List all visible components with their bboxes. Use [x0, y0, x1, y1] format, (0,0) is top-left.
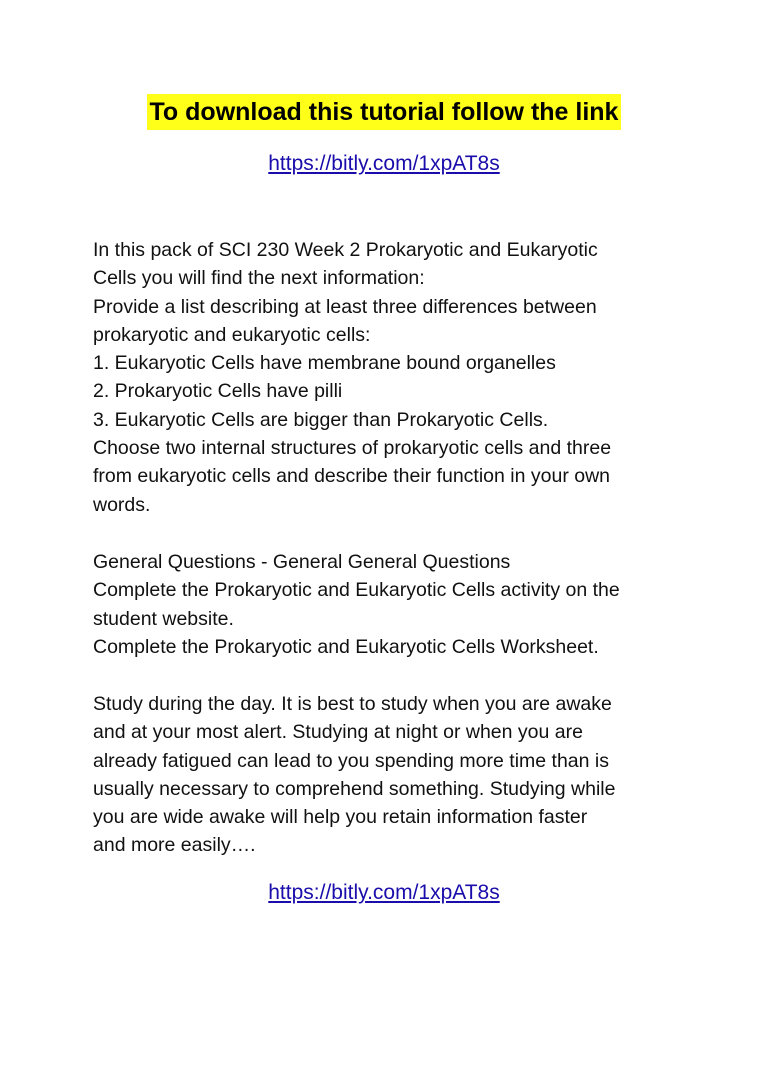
- download-link-top[interactable]: https://bitly.com/1xpAT8s: [268, 152, 500, 175]
- text-line: Complete the Prokaryotic and Eukaryotic Cells Worksheet.: [93, 635, 599, 658]
- text-line: Complete the Prokaryotic and Eukaryotic Cells activity on the: [93, 579, 620, 602]
- text-line: already fatigued can lead to you spending more time than is: [93, 749, 609, 772]
- title-block: [0, 94, 768, 130]
- text-line: and at your most alert. Studying at night or when you are: [93, 721, 583, 744]
- text-line: Provide a list describing at least three differences between: [93, 295, 597, 318]
- text-line: Choose two internal structures of prokaryotic cells and three: [93, 437, 612, 460]
- text-line: from eukaryotic cells and describe their function in your own: [93, 465, 610, 488]
- section-study-tips: [93, 690, 683, 860]
- top-link-block: [0, 150, 768, 178]
- text-line: prokaryotic and eukaryotic cells:: [93, 323, 371, 346]
- text-line: student website.: [93, 607, 234, 630]
- text-line: you are wide awake will help you retain information faster: [93, 806, 588, 829]
- list-item: 3. Eukaryotic Cells are bigger than Prokaryotic Cells.: [93, 408, 549, 431]
- bottom-link-block: [0, 879, 768, 907]
- section-general-questions: [93, 548, 683, 661]
- text-line: Cells you will find the next information:: [93, 267, 425, 290]
- text-line: In this pack of SCI 230 Week 2 Prokaryotic and Eukaryotic: [93, 239, 598, 261]
- page-title: To download this tutorial follow the link: [147, 94, 622, 130]
- download-link-bottom[interactable]: https://bitly.com/1xpAT8s: [268, 881, 500, 904]
- list-item: 1. Eukaryotic Cells have membrane bound organelles: [93, 352, 556, 375]
- section-pack-info: [93, 236, 683, 519]
- list-item: 2. Prokaryotic Cells have pilli: [93, 380, 343, 403]
- text-line: usually necessary to comprehend something. Studying while: [93, 777, 616, 800]
- text-line: words.: [93, 493, 151, 516]
- text-line: General Questions - General General Questions: [93, 551, 511, 573]
- text-line: and more easily….: [93, 834, 256, 857]
- text-line: Study during the day. It is best to study when you are awake: [93, 693, 612, 715]
